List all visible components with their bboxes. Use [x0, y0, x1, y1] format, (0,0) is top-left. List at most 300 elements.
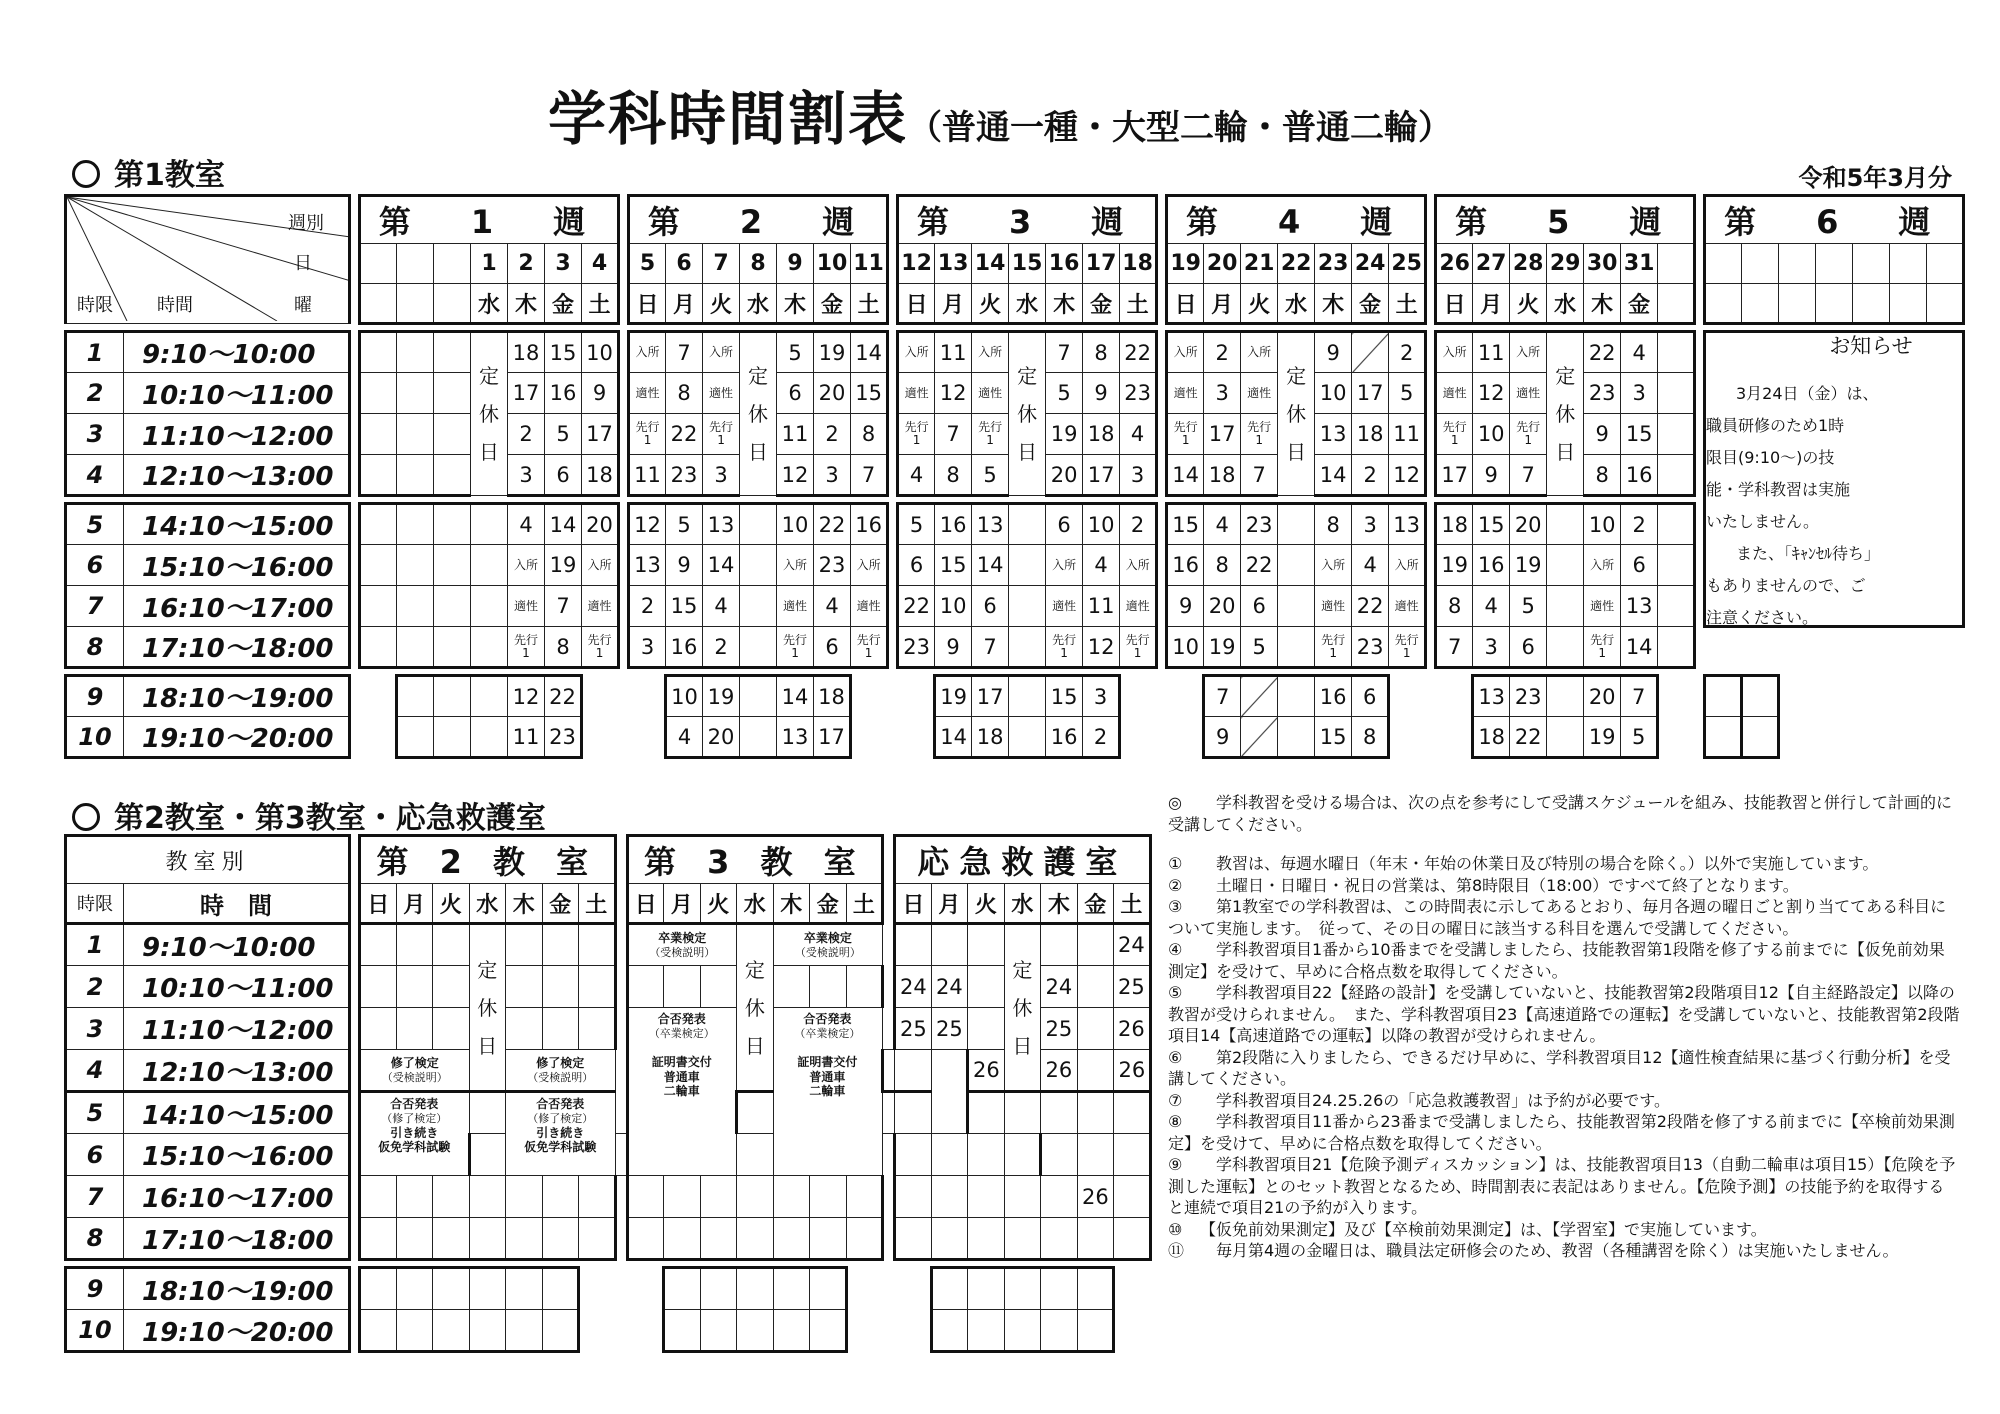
schedule-cell: 入所: [508, 545, 545, 586]
schedule-cell: [1742, 717, 1779, 758]
schedule-cell: 22: [898, 586, 935, 627]
schedule-cell: [968, 1310, 1005, 1352]
note-marker: ①: [1168, 854, 1183, 873]
schedule-cell: [360, 586, 397, 627]
schedule-cell: 16: [666, 627, 703, 668]
note-text: 【仮免前効果測定】及び【卒検前効果測定】は、【学習室】で実施しています。: [1200, 1219, 1767, 1239]
schedule-cell: 適性: [703, 373, 740, 414]
day-number: [1658, 244, 1695, 284]
day-of-week: 月: [664, 884, 701, 924]
day-of-week: 火: [968, 884, 1005, 924]
schedule-cell: [1658, 504, 1695, 545]
schedule-cell: [397, 332, 434, 373]
day-of-week: [434, 284, 471, 324]
schedule-cell: 3: [1621, 373, 1658, 414]
schedule-cell: 4: [508, 504, 545, 545]
note-marker: ⑪: [1168, 1241, 1185, 1260]
note-text: 学科教習項目21【危険予測ディスカッション】は、技能教習項目13（自動二輪車は項目15）【危険を予測した運転】とのセット教習となるため、時間割表に表記はありません。【危険予測】の技能予約を取得すると連続で項目21の予約が入ります。: [1168, 1155, 1956, 1217]
schedule-cell: [1278, 504, 1315, 545]
schedule-cell: [627, 1218, 664, 1260]
schedule-cell: 19: [1584, 717, 1621, 758]
schedule-cell: 23: [545, 717, 582, 758]
schedule-cell: 4: [1352, 545, 1389, 586]
room23-heading: 第2教室・第3教室・応急救護室: [72, 793, 546, 837]
page-title: [0, 72, 2000, 156]
schedule-cell: 15: [1046, 676, 1083, 717]
schedule-cell: [895, 1050, 932, 1092]
schedule-cell: [1547, 586, 1584, 627]
schedule-cell: [1278, 586, 1315, 627]
day-of-week: 日: [898, 284, 935, 324]
period-time: 11:10〜12:00: [124, 1008, 350, 1050]
schedule-cell: 5: [666, 504, 703, 545]
schedule-cell: 先行 1: [508, 627, 545, 668]
schedule-cell: 5: [1241, 627, 1278, 668]
schedule-cell: [664, 1218, 701, 1260]
schedule-cell: 2: [629, 586, 666, 627]
schedule-cell: [1705, 717, 1742, 758]
schedule-cell: [931, 1218, 968, 1260]
day-number: 6: [666, 244, 703, 284]
day-of-week: 木: [773, 884, 810, 924]
schedule-cell: [471, 717, 508, 758]
schedule-cell: 5: [1046, 373, 1083, 414]
circle-icon: [72, 160, 100, 188]
schedule-cell: 20: [1584, 676, 1621, 717]
schedule-cell: 26: [1114, 1050, 1151, 1092]
schedule-cell: [542, 1008, 579, 1050]
day-number: 2: [508, 244, 545, 284]
kyujitsu-label: 定 休 日: [471, 332, 508, 496]
day-number: 1: [471, 244, 508, 284]
schedule-cell: 適性: [1510, 373, 1547, 414]
schedule-cell: [1077, 1134, 1114, 1176]
oshirase-line: いたしません。: [1706, 512, 1819, 531]
schedule-cell: [397, 455, 434, 496]
schedule-cell: 16: [1473, 545, 1510, 586]
schedule-cell: [542, 1268, 579, 1310]
schedule-cell: [397, 627, 434, 668]
note-item: [1168, 853, 1960, 875]
day-number: 23: [1315, 244, 1352, 284]
schedule-cell: [469, 1310, 506, 1352]
schedule-cell: 4: [1120, 414, 1157, 455]
schedule-cell: 24: [895, 966, 932, 1008]
schedule-cell: [1278, 627, 1315, 668]
schedule-cell: 3: [1352, 504, 1389, 545]
schedule-cell: 11: [777, 414, 814, 455]
schedule-cell: 17: [508, 373, 545, 414]
schedule-cell: [1009, 627, 1046, 668]
note-text: 毎月第4週の金曜日は、職員法定研修会のため、教習（各種講習を除く）は実施いたしません。: [1200, 1241, 1899, 1260]
schedule-cell: [740, 627, 777, 668]
schedule-cell: [1658, 373, 1695, 414]
schedule-cell: [846, 1218, 883, 1260]
schedule-cell: 入所: [1167, 332, 1204, 373]
schedule-cell: 7: [666, 332, 703, 373]
schedule-cell: [931, 1268, 968, 1310]
day-of-week: 日: [895, 884, 932, 924]
schedule-cell: 23: [1241, 504, 1278, 545]
schedule-cell: [773, 1310, 810, 1352]
schedule-cell: [397, 504, 434, 545]
schedule-cell: [895, 1092, 932, 1134]
schedule-cell: 7: [1046, 332, 1083, 373]
schedule-cell: [396, 1268, 433, 1310]
note-item: [1168, 896, 1960, 939]
schedule-cell: [931, 1310, 968, 1352]
schedule-cell: 入所: [1046, 545, 1083, 586]
kyujitsu-label: 定 休 日: [737, 924, 774, 1092]
week-header-5: 第 5 週: [1436, 196, 1695, 244]
week-header-2: 第 2 週: [629, 196, 888, 244]
week6-blank: [1742, 284, 1779, 324]
schedule-cell: 18: [508, 332, 545, 373]
kyujitsu-label: 定 休 日: [1278, 332, 1315, 496]
schedule-cell: [433, 966, 470, 1008]
period-time: 9:10〜10:00: [124, 924, 350, 966]
day-of-week: 水: [737, 884, 774, 924]
schedule-cell: 13: [1389, 504, 1426, 545]
period-time: 16:10〜17:00: [124, 1176, 350, 1218]
schedule-cell: 入所: [898, 332, 935, 373]
schedule-cell: 17: [972, 676, 1009, 717]
schedule-cell: 先行 1: [777, 627, 814, 668]
day-of-week: 火: [1241, 284, 1278, 324]
schedule-cell: 20: [1204, 586, 1241, 627]
schedule-cell: 3: [1473, 627, 1510, 668]
schedule-cell: [396, 1176, 433, 1218]
schedule-cell: 6: [777, 373, 814, 414]
day-of-week: 日: [360, 884, 397, 924]
schedule-cell: [433, 924, 470, 966]
period-time: 17:10〜18:00: [124, 627, 350, 668]
period-time: 9:10〜10:00: [124, 332, 350, 373]
oshirase-line: 職員研修のため1時: [1706, 416, 1845, 435]
schedule-cell: 19: [1046, 414, 1083, 455]
schedule-cell: [360, 627, 397, 668]
kyujitsu-label: 定 休 日: [1009, 332, 1046, 496]
schedule-cell: [579, 924, 616, 966]
schedule-cell: 入所: [1315, 545, 1352, 586]
schedule-cell: 2: [703, 627, 740, 668]
schedule-cell: 7: [1436, 627, 1473, 668]
schedule-cell: [773, 1176, 810, 1218]
note-item: [1168, 1154, 1960, 1219]
day-of-week: 水: [1009, 284, 1046, 324]
schedule-cell: 11: [508, 717, 545, 758]
schedule-cell: [810, 1176, 847, 1218]
schedule-cell: 18: [814, 676, 851, 717]
schedule-cell: 2: [1621, 504, 1658, 545]
schedule-cell: [434, 332, 471, 373]
period-time: 12:10〜13:00: [124, 1050, 350, 1092]
period-time: 11:10〜12:00: [124, 414, 350, 455]
schedule-cell: [846, 966, 883, 1008]
schedule-cell: [1077, 1050, 1114, 1092]
schedule-cell: 16: [545, 373, 582, 414]
day-number: 24: [1352, 244, 1389, 284]
schedule-cell: [737, 1268, 774, 1310]
schedule-cell: 6: [545, 455, 582, 496]
schedule-cell: 23: [1352, 627, 1389, 668]
schedule-cell: 9: [582, 373, 619, 414]
schedule-cell: [895, 1134, 932, 1176]
week-header-1: 第 1 週: [360, 196, 619, 244]
schedule-cell: [615, 1134, 627, 1176]
schedule-cell: [433, 1268, 470, 1310]
note-marker: ⑤: [1168, 983, 1183, 1002]
schedule-cell: 7: [1621, 676, 1658, 717]
schedule-cell: 適性: [1389, 586, 1426, 627]
schedule-cell: 先行 1: [1167, 414, 1204, 455]
schedule-cell: 入所: [582, 545, 619, 586]
schedule-cell: 11: [1083, 586, 1120, 627]
schedule-cell: [1278, 676, 1315, 717]
note-text: 学科教習を受ける場合は、次の点を参考にして受講スケジュールを組み、技能教習と併行して計画的に受講してください。: [1168, 793, 1953, 834]
schedule-cell: 18: [1473, 717, 1510, 758]
schedule-cell: [931, 1134, 968, 1176]
schedule-cell: 8: [935, 455, 972, 496]
schedule-cell: 3: [814, 455, 851, 496]
schedule-cell: [883, 1092, 895, 1134]
schedule-cell: [931, 1176, 968, 1218]
period-number: 1: [66, 332, 124, 373]
note-item: [1168, 1240, 1960, 1262]
schedule-cell: 22: [1584, 332, 1621, 373]
schedule-cell: 22: [1120, 332, 1157, 373]
schedule-cell: 先行 1: [1315, 627, 1352, 668]
note-marker: ⑥: [1168, 1047, 1183, 1067]
week6-blank: [1927, 244, 1964, 284]
schedule-cell: [1004, 1218, 1041, 1260]
schedule-cell: 9: [666, 545, 703, 586]
schedule-cell: [1278, 545, 1315, 586]
oshirase-line: 3月24日（金）は、: [1736, 384, 1879, 403]
period-number: 4: [66, 1050, 124, 1092]
schedule-cell: 15: [851, 373, 888, 414]
period-number: 2: [66, 966, 124, 1008]
day-of-week: 金: [1083, 284, 1120, 324]
schedule-cell: 23: [898, 627, 935, 668]
schedule-cell: 2: [1389, 332, 1426, 373]
schedule-cell: 22: [1510, 717, 1547, 758]
schedule-cell: [664, 1310, 701, 1352]
period-number: 9: [66, 676, 124, 717]
period-number: 9: [66, 1268, 124, 1310]
day-of-week: 火: [1510, 284, 1547, 324]
schedule-cell: 3: [508, 455, 545, 496]
note-item: [1168, 1219, 1960, 1241]
schedule-cell: [471, 545, 508, 586]
schedule-cell: 12: [629, 504, 666, 545]
sotsugyo-kentei-note: 卒業検定 （受検説明）: [627, 924, 737, 966]
day-of-week: 木: [1315, 284, 1352, 324]
day-of-week: 金: [1621, 284, 1658, 324]
schedule-cell: 19: [703, 676, 740, 717]
day-number: 17: [1083, 244, 1120, 284]
schedule-cell: [1004, 1310, 1041, 1352]
room1-heading: 第1教室: [72, 150, 225, 194]
schedule-cell: 3: [1120, 455, 1157, 496]
schedule-cell: 4: [1204, 504, 1241, 545]
schedule-cell: [737, 1092, 774, 1134]
schedule-cell: 25: [895, 1008, 932, 1050]
note-item: [1168, 1111, 1960, 1154]
schedule-cell: 13: [972, 504, 1009, 545]
schedule-cell: 14: [1315, 455, 1352, 496]
schedule-cell: [1114, 1134, 1151, 1176]
schedule-cell: 14: [777, 676, 814, 717]
period-number: 10: [66, 717, 124, 758]
period-number: 6: [66, 545, 124, 586]
day-of-week: 土: [851, 284, 888, 324]
schedule-cell: [396, 924, 433, 966]
schedule-cell: 24: [1114, 924, 1151, 966]
schedule-cell: 5: [898, 504, 935, 545]
day-of-week: 金: [1077, 884, 1114, 924]
schedule-cell: [506, 1310, 543, 1352]
schedule-cell: 適性: [1046, 586, 1083, 627]
schedule-cell: 2: [1083, 717, 1120, 758]
day-of-week: [360, 284, 397, 324]
week6-blank: [1705, 284, 1742, 324]
schedule-cell: [434, 627, 471, 668]
schedule-cell: 20: [582, 504, 619, 545]
schedule-cell: 12: [1473, 373, 1510, 414]
schedule-cell: [1009, 717, 1046, 758]
schedule-cell: 23: [814, 545, 851, 586]
day-of-week: 水: [1547, 284, 1584, 324]
schedule-cell: [396, 1218, 433, 1260]
schedule-cell: 入所: [1510, 332, 1547, 373]
schedule-cell: 適性: [1167, 373, 1204, 414]
schedule-cell: 9: [1204, 717, 1241, 758]
schedule-cell: 23: [666, 455, 703, 496]
schedule-cell: [1352, 332, 1389, 373]
period-number: 1: [66, 924, 124, 966]
schedule-cell: [931, 924, 968, 966]
schedule-cell: [434, 414, 471, 455]
schedule-cell: [1009, 504, 1046, 545]
schedule-cell: 18: [1204, 455, 1241, 496]
schedule-cell: [1009, 545, 1046, 586]
week6-blank: [1927, 284, 1964, 324]
week-header-6: 第 6 週: [1705, 196, 1964, 244]
schedule-cell: [700, 1310, 737, 1352]
schedule-cell: 5: [972, 455, 1009, 496]
schedule-cell: 適性: [1436, 373, 1473, 414]
schedule-cell: [1658, 332, 1695, 373]
gohi-shomei-note: 合否発表 （卒業検定） 証明書交付 普通車 二輪車: [773, 1008, 883, 1176]
schedule-cell: [1658, 545, 1695, 586]
schedule-cell: 15: [1167, 504, 1204, 545]
schedule-cell: 6: [1621, 545, 1658, 586]
schedule-cell: 先行 1: [1436, 414, 1473, 455]
schedule-cell: 10: [1473, 414, 1510, 455]
schedule-cell: [396, 966, 433, 1008]
schedule-cell: 17: [814, 717, 851, 758]
schedule-cell: [773, 1218, 810, 1260]
gohi-shomei-note: 合否発表 （卒業検定） 証明書交付 普通車 二輪車: [627, 1008, 737, 1176]
day-of-week: 木: [1584, 284, 1621, 324]
schedule-cell: [627, 966, 664, 1008]
schedule-cell: 先行 1: [582, 627, 619, 668]
schedule-cell: 7: [1204, 676, 1241, 717]
schedule-cell: 20: [1510, 504, 1547, 545]
day-of-week: 月: [396, 884, 433, 924]
period-time: 16:10〜17:00: [124, 586, 350, 627]
schedule-cell: 23: [1120, 373, 1157, 414]
day-of-week: 月: [666, 284, 703, 324]
schedule-cell: 13: [1621, 586, 1658, 627]
note-item: [1168, 1090, 1960, 1112]
schedule-cell: [883, 1050, 895, 1092]
schedule-cell: [1041, 924, 1078, 966]
oshirase-title: お知らせ: [1829, 334, 1913, 358]
schedule-cell: 22: [545, 676, 582, 717]
schedule-cell: 8: [545, 627, 582, 668]
schedule-cell: [1041, 1176, 1078, 1218]
schedule-cell: 適性: [898, 373, 935, 414]
day-of-week: 日: [629, 284, 666, 324]
schedule-cell: 18: [1436, 504, 1473, 545]
schedule-cell: [542, 966, 579, 1008]
week6-blank: [1853, 244, 1890, 284]
schedule-cell: 先行 1: [1584, 627, 1621, 668]
schedule-cell: 26: [1077, 1176, 1114, 1218]
schedule-cell: 先行 1: [851, 627, 888, 668]
schedule-cell: 4: [1473, 586, 1510, 627]
schedule-cell: 6: [1046, 504, 1083, 545]
schedule-cell: [360, 545, 397, 586]
schedule-cell: [1547, 504, 1584, 545]
day-number: 12: [898, 244, 935, 284]
schedule-cell: 10: [1315, 373, 1352, 414]
schedule-cell: 7: [972, 627, 1009, 668]
day-of-week: 木: [1041, 884, 1078, 924]
kyujitsu-label: 定 休 日: [1004, 924, 1041, 1092]
schedule-cell: 入所: [1584, 545, 1621, 586]
day-number: 22: [1278, 244, 1315, 284]
schedule-cell: 4: [666, 717, 703, 758]
schedule-cell: [469, 1218, 506, 1260]
schedule-cell: 12: [935, 373, 972, 414]
schedule-cell: 16: [1046, 717, 1083, 758]
schedule-cell: [737, 1134, 774, 1176]
schedule-cell: 適性: [1584, 586, 1621, 627]
schedule-cell: 17: [1352, 373, 1389, 414]
note-marker: ④: [1168, 940, 1183, 959]
schedule-cell: 26: [1041, 1050, 1078, 1092]
schedule-cell: 8: [666, 373, 703, 414]
period-number: 10: [66, 1310, 124, 1352]
schedule-cell: 2: [1120, 504, 1157, 545]
schedule-cell: 7: [935, 414, 972, 455]
day-of-week: [397, 284, 434, 324]
schedule-cell: 6: [1352, 676, 1389, 717]
schedule-cell: 先行 1: [1241, 414, 1278, 455]
schedule-cell: 24: [931, 966, 968, 1008]
schedule-cell: 入所: [629, 332, 666, 373]
schedule-cell: 先行 1: [703, 414, 740, 455]
schedule-cell: 13: [1315, 414, 1352, 455]
schedule-cell: [968, 1176, 1005, 1218]
period-time: 10:10〜11:00: [124, 966, 350, 1008]
day-of-week: 土: [582, 284, 619, 324]
schedule-cell: 14: [545, 504, 582, 545]
schedule-cell: 22: [814, 504, 851, 545]
